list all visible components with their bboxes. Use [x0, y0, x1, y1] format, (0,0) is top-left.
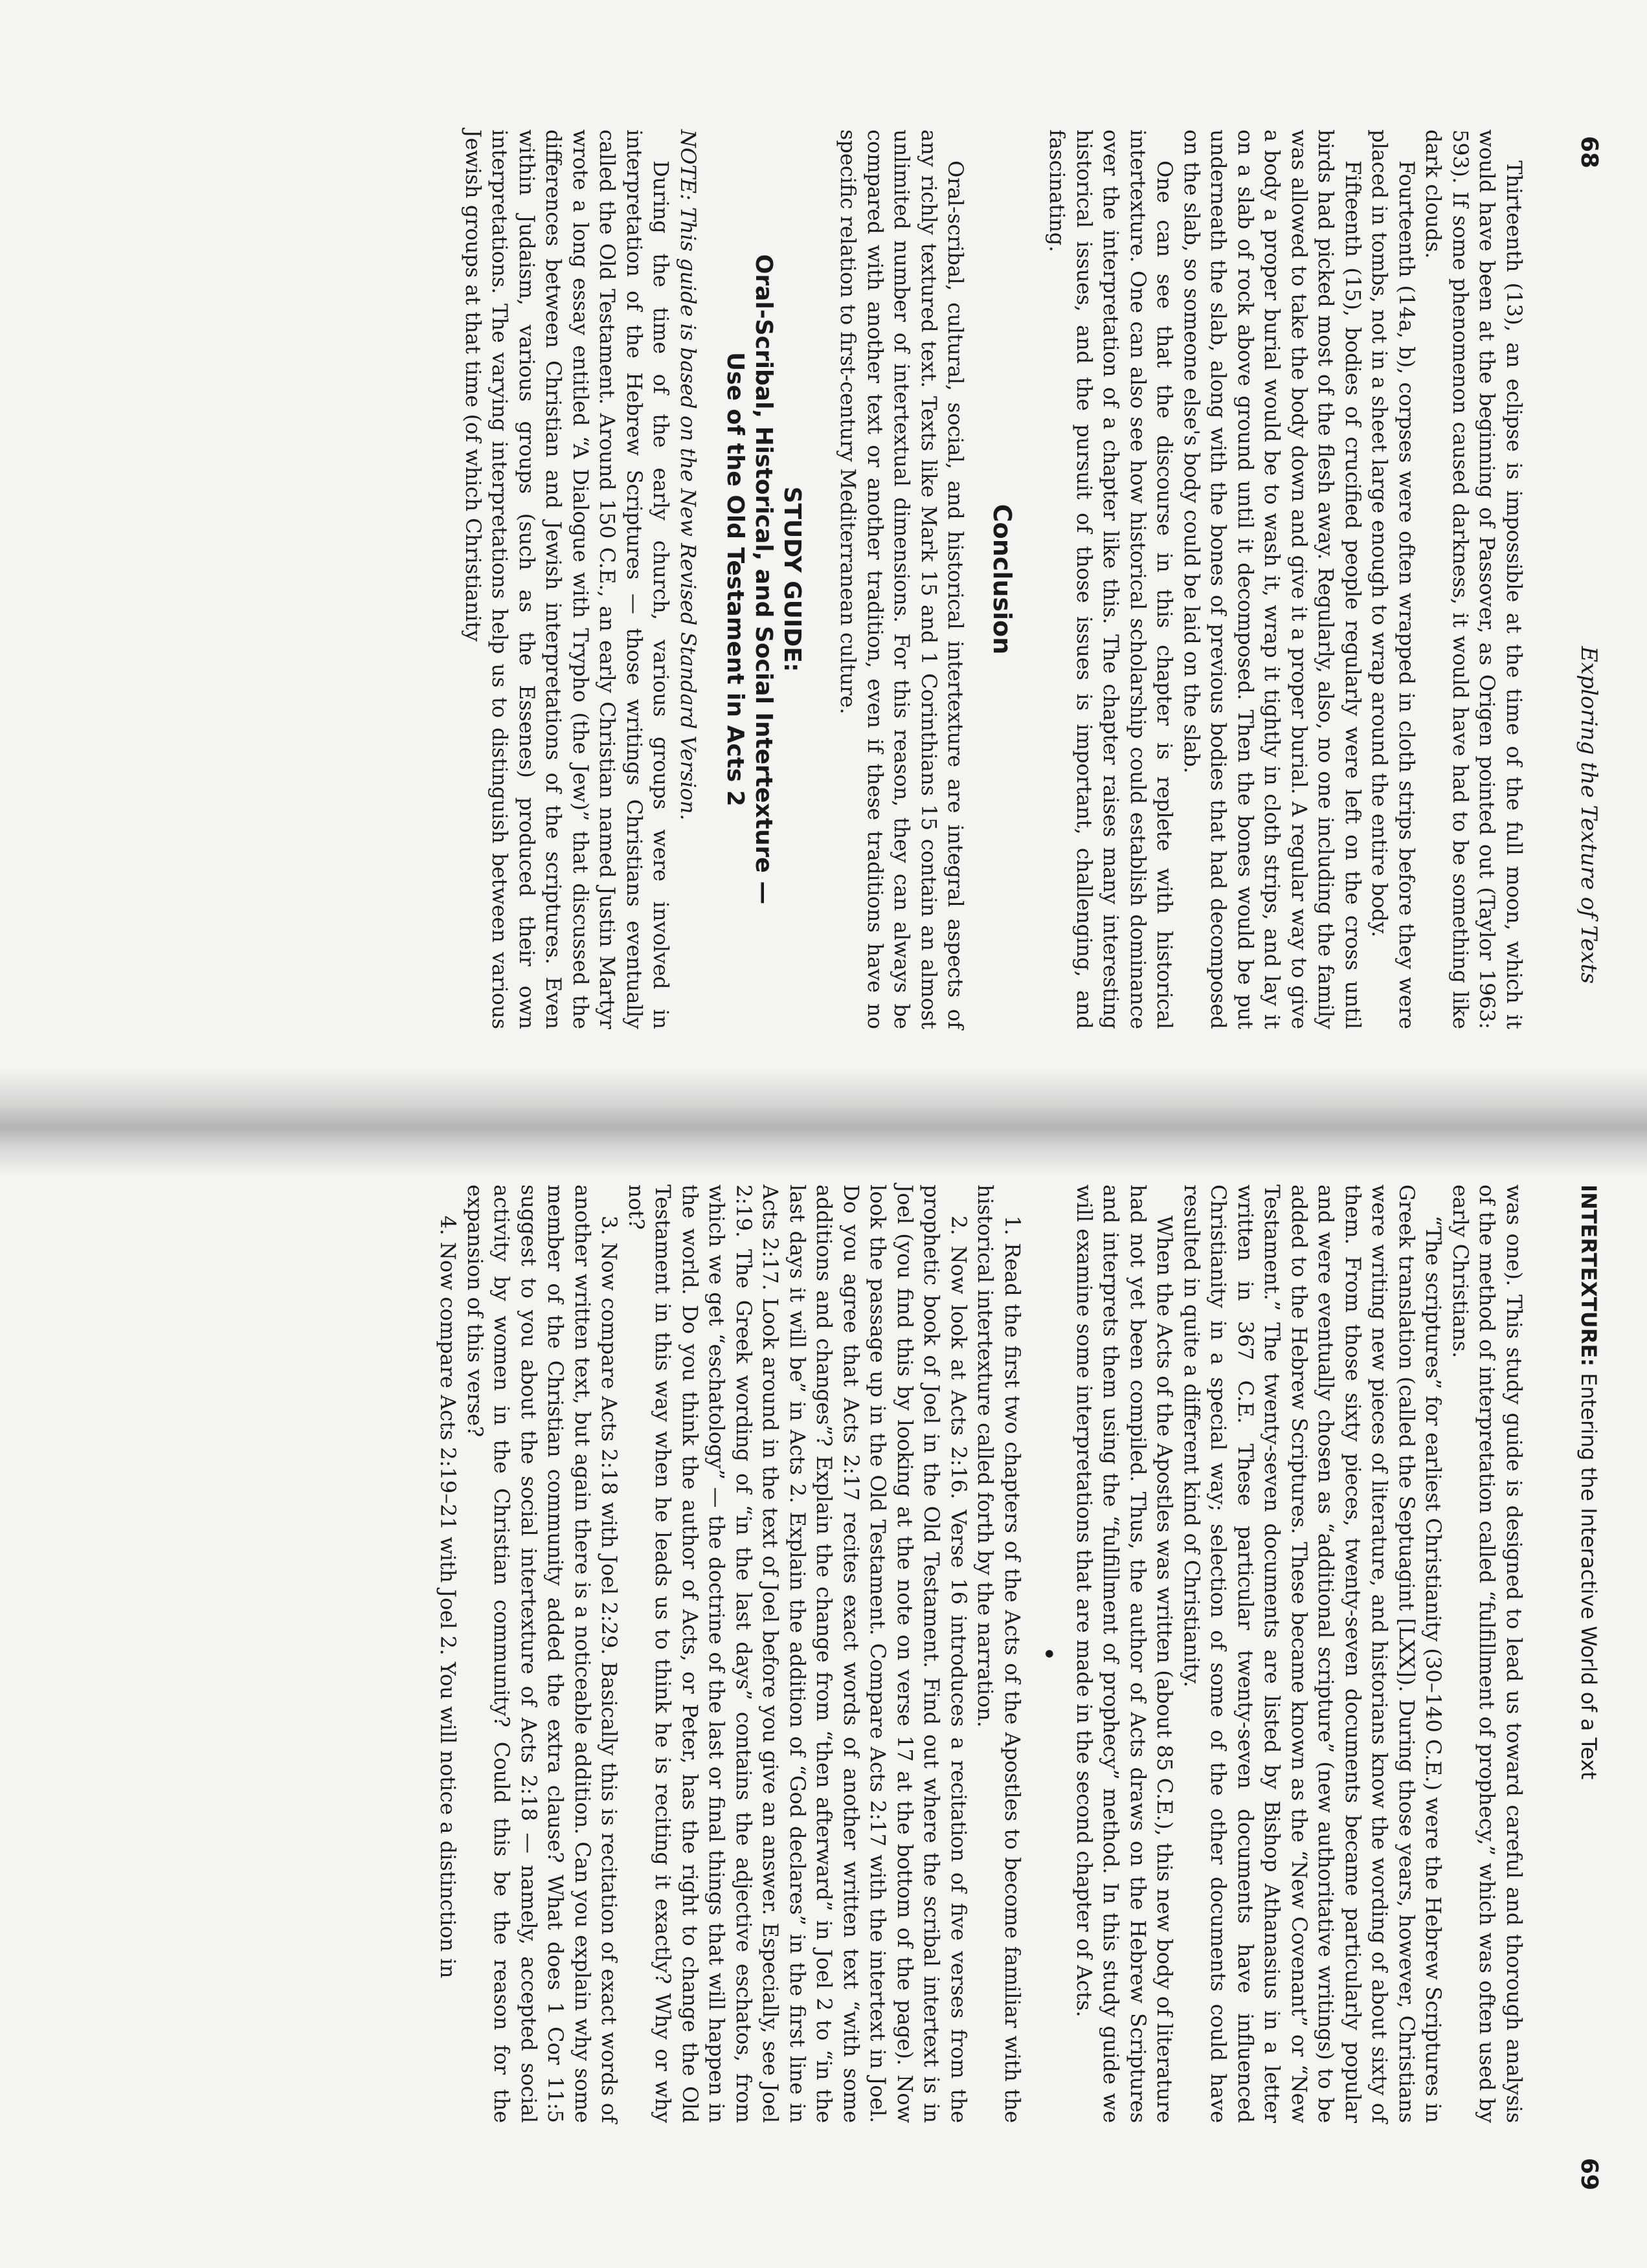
right-page-body [434, 1184, 1527, 2123]
question-item: 1. Read the first two chapters of the Acts of the Apostles to become familiar with the historical intertexture called forth by the narration. [973, 1184, 1025, 2123]
running-head-lead: INTERTEXTURE: [1576, 1184, 1601, 1367]
study-guide-heading-line: Use of the Old Testament in Acts 2 [722, 352, 748, 806]
question-item: 4. Now compare Acts 2:19–21 with Joel 2. You will notice a distinction in [436, 1216, 461, 1979]
left-page [0, 0, 1647, 1126]
page-number: 68 [1576, 136, 1602, 169]
paragraph: Thirteenth (13), an eclipse is impossible at the time of the full moon, which it would have been at the beginning of Passover, as Origen pointed out (Taylor 1963: 593). If some phenomenon caused darkness, it would have had to be something like dark clouds. [1421, 129, 1527, 1029]
paragraph: When the Acts of the Apostles was written (about 85 C.E.), this new body of literature had not yet been compiled. Thus, the author of Acts draws on the Hebrew Scriptures and interprets them using the “fulfillment of prophecy” method. In this study guide we will examine some interpretations that are made in the second chapter of Acts. [1072, 1184, 1178, 2123]
study-guide-heading [721, 129, 806, 1029]
note-paragraph: NOTE: This guide is based on the New Revised Standard Version. [676, 129, 700, 821]
paragraph: Oral-scribal, cultural, social, and historical intertexture are integral aspects of any richly textured text. Texts like Mark 15 and 1 Corinthians 15 contain an almost unlimited number of intertextual dimensions. For this reason, they can always be compared with another text or another tradition, even if these traditions have no specific relation to first-century Mediterranean culture. [836, 129, 969, 1029]
paragraph: Fourteenth (14a, b), corpses were often wrapped in cloth strips before they were placed in tombs, not in a sheet large enough to wrap around the entire body. [1367, 129, 1419, 1029]
paragraph: was one). This study guide is designed to lead us toward careful and thorough analysis of the method of interpretation called “fulfillment of prophecy,” which was often used by early Christians. [1448, 1184, 1527, 2123]
right-page [0, 1126, 1647, 2268]
running-head [1576, 1184, 1602, 1779]
question-item: 2. Now look at Acts 2:16. Verse 16 introduces a recitation of five verses from the prophetic book of Joel in the Old Testament. Find out where the scribal intertext is in Joel (you find this by looking at the note on verse 17 at the bottom of the page). Now look the passage up in the Old Testament. Compare Acts 2:17 with the intertext in Joel. Do you agree that Acts 2:17 recites exact words of another written text “with some additions and changes”? Explain the change from “then afterward” in Joel 2 to “in the last days it will be” in Acts 2. Explain the addition of “God declares” in the first line in Acts 2:17. Look around in the text of Joel before you give an answer. Especially, see Joel 2:19. The Greek wording of “in the last days” contains the adjective eschatos, from which we get “eschatology” — the doctrine of the last or final things that will happen in the world. Do you think the author of Acts, or Peter, has the right to change the Old Testament in this way when he leads us to think he is reciting it exactly? Why or why not? [624, 1184, 971, 2123]
question-item: 3. Now compare Acts 2:18 with Joel 2:29. Basically this is recitation of exact words of another written text, but again there is a noticeable addition. Can you explain why some member of the Christian community added the extra clause? What does 1 Cor 11:5 suggest to you about the social intertexture of Acts 2:18 — namely, accepted social activity by women in the Christian community? Could this be the reason for the expansion of this verse? [463, 1184, 622, 2123]
paragraph: During the time of the early church, various groups were involved in interpretation of the Hebrew Scriptures — those writings Christians eventually called the Old Testament. Around 150 C.E., an early Christian named Justin Martyr wrote a long essay entitled “A Dialogue with Trypho (the Jew)” that discussed the differences between Christian and Jewish interpretations of the scriptures. Even within Judaism, various groups (such as the Essenes) produced their own interpretations. The varying interpretations help us to distinguish between various Jewish groups at that time (of which Christianity [461, 129, 674, 1029]
study-guide-heading-line: STUDY GUIDE: [779, 486, 805, 673]
conclusion-heading: Conclusion [988, 504, 1016, 655]
section-ornament: • [1033, 1646, 1064, 1662]
running-head-rest: Entering the Interactive World of a Text [1576, 1373, 1601, 1780]
paragraph: One can see that the discourse in this chapter is replete with historical intertexture. One can also see how historical scholarship could establish dominance over the interpretation of a chapter like this. The chapter raises many interesting historical issues, and the pursuit of those issues is important, challenging, and fascinating. [1045, 129, 1178, 1029]
paragraph: “The scriptures” for earliest Christianity (30–140 C.E.) were the Hebrew Scriptures in Greek translation (called the Septuagint [LXX]). During those years, however, Christians were writing new pieces of literature, and historians know the wording of about sixty of them. From those sixty pieces, twenty-seven documents became particularly popular and were eventually chosen as “additional scripture” (new authoritative writings) to be added to the Hebrew Scriptures. These became known as the “New Covenant” or “New Testament.” The twenty-seven documents are listed by Bishop Athanasius in a letter written in 367 C.E. These particular twenty-seven documents have influenced Christianity in a special way; selection of some of the other documents could have resulted in quite a different kind of Christianity. [1180, 1184, 1446, 2123]
study-guide-heading-line: Oral-Scribal, Historical, and Social Intertexture — [750, 254, 777, 905]
left-page-body [460, 129, 1528, 1029]
running-head: Exploring the Texture of Texts [1576, 646, 1602, 984]
page-number: 69 [1576, 2157, 1602, 2190]
paragraph: Fifteenth (15), bodies of crucified people regularly were left on the cross until birds had picked most of the flesh away. Regularly, also, no one including the family was allowed to take the body down and give it a proper burial. A regular way to give a body a proper burial would be to wash it, wrap it tightly in cloth strips, and lay it on a slab of rock above ground until it decomposed. Then the bones would be put underneath the slab, along with the bones of previous bodies that had decomposed on the slab, so someone else's body could be laid on the slab. [1180, 129, 1365, 1029]
